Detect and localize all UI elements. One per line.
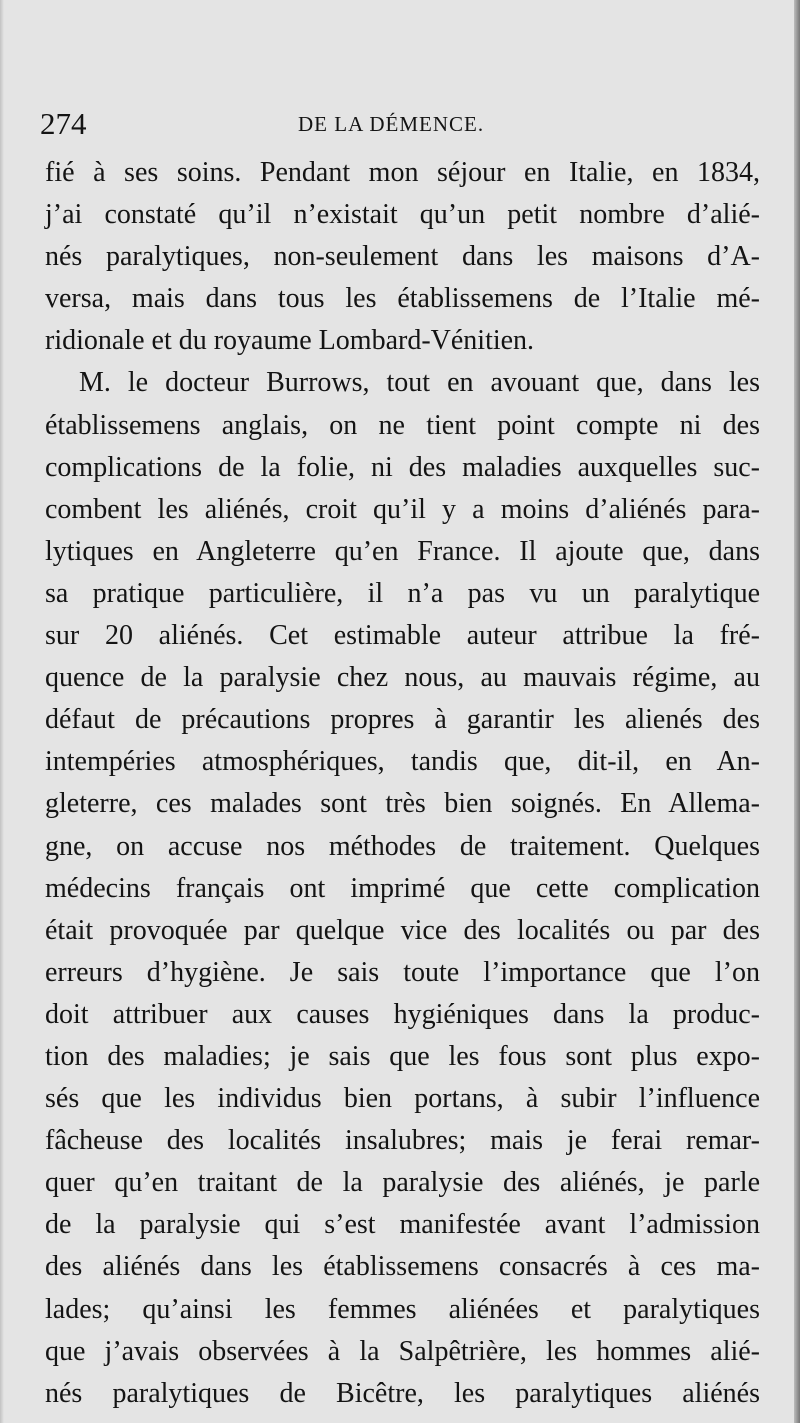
text-line: médecins français ont imprimé que cette complication: [45, 872, 760, 904]
page-right-edge: [794, 0, 800, 1423]
page-number: 274: [40, 106, 87, 141]
text-line: lytiques en Angleterre qu’en France. Il ajoute que, dans: [45, 535, 760, 567]
running-head: DE LA DÉMENCE.: [298, 112, 485, 136]
text-line: gleterre, ces malades sont très bien soignés. En Allema-: [45, 788, 760, 820]
text-line: tion des maladies; je sais que les fous sont plus expo-: [45, 1040, 760, 1072]
text-line: quer qu’en traitant de la paralysie des aliénés, je parle: [45, 1167, 760, 1199]
body-text: [45, 152, 760, 1415]
text-line: doit attribuer aux causes hygiéniques dans la produc-: [45, 998, 760, 1030]
text-line: ridionale et du royaume Lombard-Vénitien.: [45, 325, 535, 357]
text-line: établissemens anglais, on ne tient point compte ni des: [45, 409, 760, 441]
text-line: de la paralysie qui s’est manifestée avant l’admission: [45, 1209, 760, 1241]
text-line: erreurs d’hygiène. Je sais toute l’importance que l’on: [45, 956, 760, 988]
text-line: gne, on accuse nos méthodes de traitement. Quelques: [45, 830, 760, 862]
text-line: nés paralytiques de Bicêtre, les paralytiques aliénés: [45, 1377, 760, 1409]
text-line: lades; qu’ainsi les femmes aliénées et paralytiques: [45, 1293, 760, 1325]
text-line: fâcheuse des localités insalubres; mais je ferai remar-: [45, 1125, 760, 1157]
text-line: sur 20 aliénés. Cet estimable auteur attribue la fré-: [45, 620, 760, 652]
text-line: complications de la folie, ni des maladies auxquelles suc-: [45, 451, 760, 483]
text-line: quence de la paralysie chez nous, au mauvais régime, au: [45, 662, 760, 694]
text-line: défaut de précautions propres à garantir les alienés des: [45, 704, 760, 736]
text-line: sés que les individus bien portans, à subir l’influence: [45, 1083, 760, 1115]
text-line: nés paralytiques, non-seulement dans les maisons d’A-: [45, 241, 760, 273]
text-line: que j’avais observées à la Salpêtrière, les hommes alié-: [45, 1335, 760, 1367]
page-header: [40, 104, 760, 144]
text-line: fié à ses soins. Pendant mon séjour en Italie, en 1834,: [45, 157, 760, 188]
text-line: sa pratique particulière, il n’a pas vu un paralytique: [45, 577, 760, 609]
text-line: des aliénés dans les établissemens consacrés à ces ma-: [45, 1251, 760, 1283]
text-line: versa, mais dans tous les établissemens de l’Italie mé-: [45, 283, 760, 315]
text-line: M. le docteur Burrows, tout en avouant que, dans les: [79, 367, 760, 399]
page-left-shadow: [0, 0, 4, 1423]
text-line: j’ai constaté qu’il n’existait qu’un petit nombre d’alié-: [45, 199, 760, 231]
text-line: combent les aliénés, croit qu’il y a moins d’aliénés para-: [45, 493, 760, 525]
text-line: intempéries atmosphériques, tandis que, dit-il, en An-: [45, 746, 760, 778]
text-line: était provoquée par quelque vice des localités ou par des: [45, 914, 760, 946]
